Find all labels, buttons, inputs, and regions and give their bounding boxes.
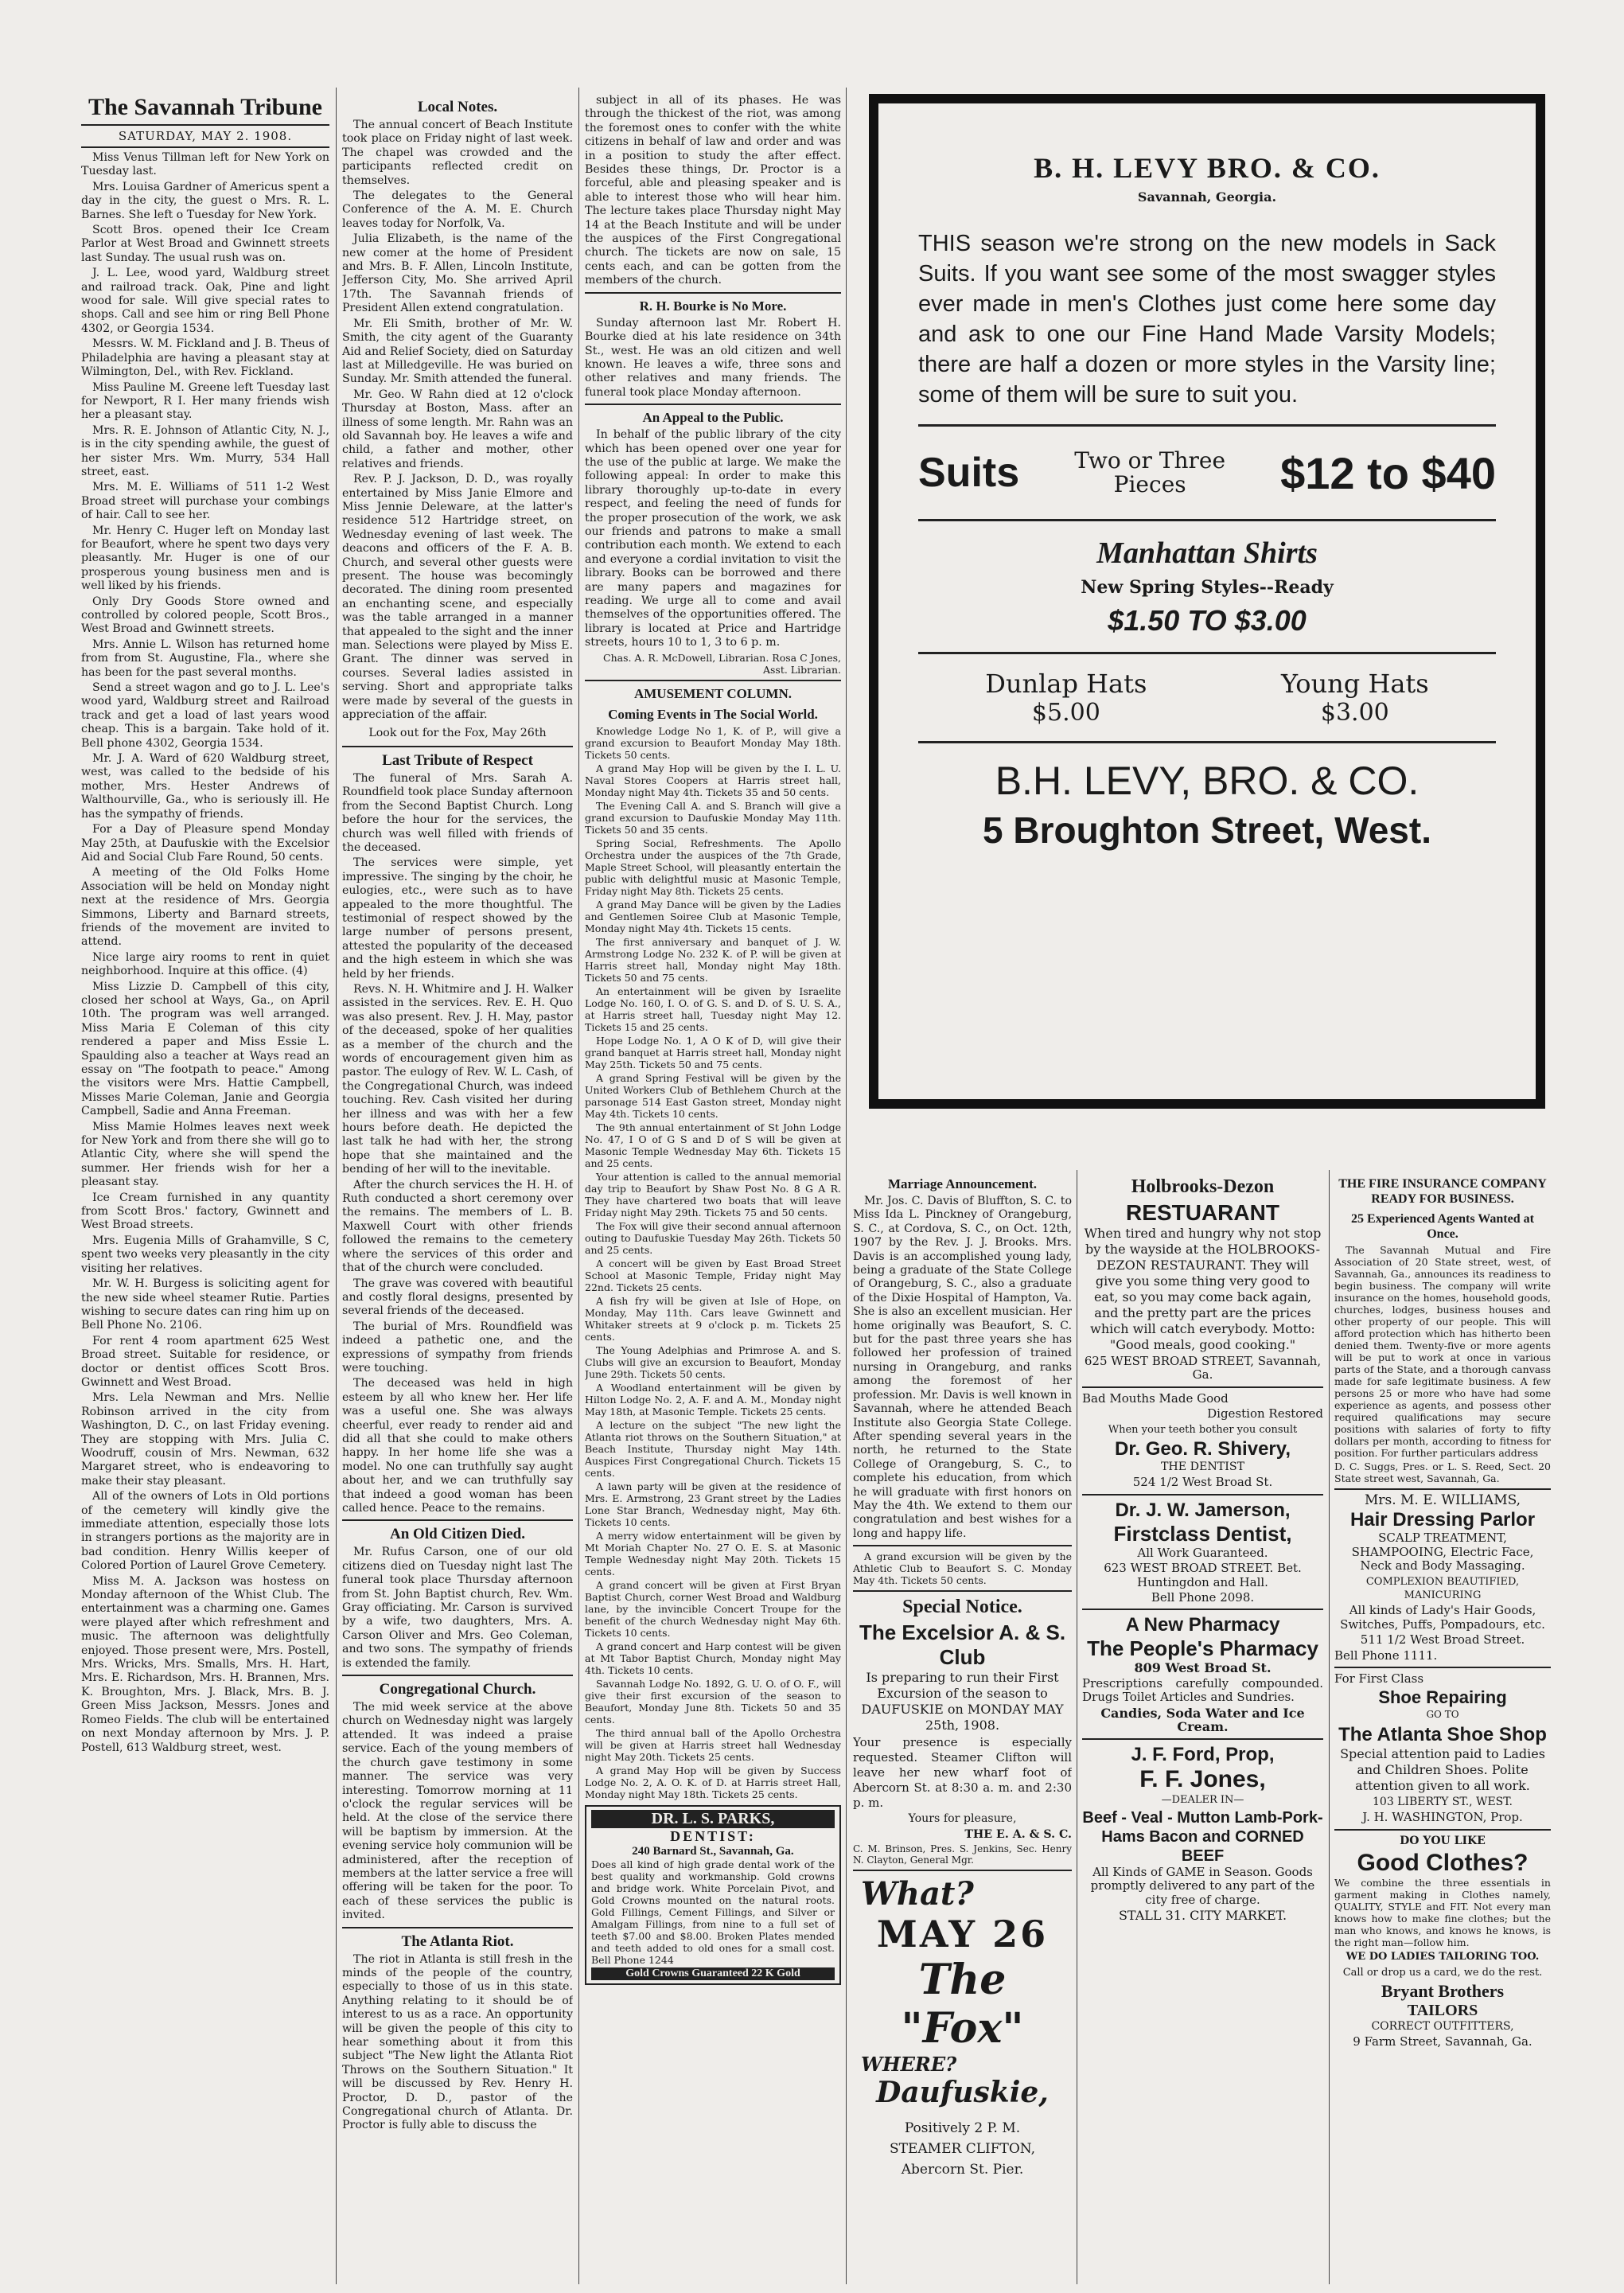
paragraph: The Evening Call A. and S. Branch will give a grand excursion to Daufuskie Monday May 11th. Tickets 50 and 35 cents. bbox=[585, 799, 841, 836]
paragraph: The third annual ball of the Apollo Orchestra will be given at Harris street hall Wednesday night May 20th. Tickets 25 cents. bbox=[585, 1726, 841, 1763]
good-clothes: Good Clothes? bbox=[1357, 1850, 1529, 1877]
levy-name: B. H. LEVY BRO. & CO. bbox=[1034, 152, 1381, 184]
may-26: MAY 26 bbox=[876, 1912, 1049, 1956]
paragraph: Mr. J. A. Ward of 620 Waldburg street, west, was called to the bedside of his mother, Mrs. Hester Andrews of Walthourville, Ga., who is seriously ill. He has the sympathy of friends. bbox=[81, 752, 329, 821]
paragraph: Mr. Eli Smith, brother of Mr. W. Smith, the city agent of the Guaranty Aid and Relief Society, died on Saturday last at Milledgeville. He was buried on Sunday. Mr. Smith attended the funeral. bbox=[342, 317, 573, 386]
events-heading: Coming Events in The Social World. bbox=[608, 706, 818, 722]
bryant-body: We combine the three essentials in garment making in Clothes namely, QUALITY, STYLE and FIT. Not every man knows how to make fine clothes; but the man who knows, and knows he knows, is the right man—follow him. bbox=[1334, 1877, 1551, 1949]
paragraph: The Fox will give their second annual afternoon outing to Daufuskie Tuesday May 26th. Tickets 50 and 25 cents. bbox=[585, 1219, 841, 1256]
column-rule bbox=[1329, 1170, 1330, 2284]
paragraph: A grand concert will be given at First Bryan Baptist Church, corner West Broad and Waldburg lane, by the invincible Concert Troupe for the benefit of the church Wednesday night May 6th. Tickets 10 cents. bbox=[585, 1578, 841, 1639]
fox-title: The "Fox" bbox=[901, 1955, 1024, 2053]
fire-signature: D. C. Suggs, Pres. or L. S. Reed, Sect. 20 State street west, Savannah, Ga. bbox=[1334, 1460, 1551, 1484]
excelsior-club: The Excelsior A. & S. Club bbox=[859, 1620, 1066, 1670]
citizen-article bbox=[342, 1546, 573, 1671]
complexion-line: COMPLEXION BEAUTIFIED, MANICURING bbox=[1365, 1575, 1520, 1602]
paragraph: The Young Adelphias and Primrose A. and S. Clubs will give an excursion to Beaufort, Monday June 29th. Tickets 50 cents. bbox=[585, 1343, 841, 1380]
column-7 bbox=[1334, 1172, 1551, 2286]
teeth-line: When your teeth bother you consult bbox=[1108, 1423, 1298, 1436]
paragraph: Messrs. W. M. Fickland and J. B. Theus of Philadelphia are having a pleasant stay at Wilmington, Del., with Rev. Fickland. bbox=[81, 337, 329, 379]
holbrooks-body: When tired and hungry why not stop by the wayside at the HOLBROOKS-DEZON RESTAURANT. They will give you some thing very good to eat, so you may come back again, and the pretty part are the prices which will catch everybody. Motto: "Good meals, good cooking." bbox=[1084, 1226, 1322, 1352]
parks-address: 240 Barnard St., Savannah, Ga. bbox=[632, 1844, 794, 1858]
yours-line: Yours for pleasure, bbox=[908, 1812, 1017, 1826]
paragraph: Mrs. Louisa Gardner of Americus spent a day in the city, the guest o Mrs. R. L. Barnes. She left o Tuesday for New York. bbox=[81, 180, 329, 221]
paragraph: Mr. W. H. Burgess is soliciting agent for the new side wheel steamer Rutie. Parties wishing to secure dates can ring him up on Bell Phone No. 2106. bbox=[81, 1277, 329, 1332]
events-list bbox=[585, 725, 841, 1800]
paragraph: Miss Pauline M. Greene left Tuesday last for Newport, R I. Her many friends wish her a pleasant stay. bbox=[81, 380, 329, 422]
shivery-title: THE DENTIST bbox=[1160, 1460, 1245, 1474]
pharmacy-address: 809 West Broad St. bbox=[1134, 1660, 1272, 1676]
congregational-heading: Congregational Church. bbox=[379, 1681, 536, 1698]
levy-pieces: Two or Three Pieces bbox=[1074, 447, 1226, 497]
paragraph: All of the owners of Lots in Old portions of the cemetery will kindly give the immediate attention, especially those lots in strangers portions as the majority are in bad condition. Henry Willis keeper of Colored Portion of Laurel Grove Cemetery. bbox=[81, 1490, 329, 1573]
hair-body: All kinds of Lady's Hair Goods, Switches, Puffs, Pompadours, etc. bbox=[1340, 1603, 1545, 1632]
levy-city: Savannah, Georgia. bbox=[1137, 189, 1277, 205]
jamerson-name: Dr. J. W. Jamerson, bbox=[1115, 1499, 1291, 1521]
parks-body: Does all kind of high grade dental work of the best quality and workmanship. Gold crowns and bridge work. White Porcelain Pivot, and Gold Crowns mounted on the natural roots. Gold Fillings, Cement Fillings, and Silver or Amalgam Fillings, from nine to a full set of teeth $7.00 and $8.00. Broken Plates mended and teeth added to old ones for a small cost. Bell Phone 1244 bbox=[591, 1858, 835, 1966]
divider bbox=[918, 652, 1496, 654]
paragraph: Miss M. A. Jackson was hostess on Monday afternoon of the Whist Club. The entertainment was a charming one. Games were played after which refreshment and music. The afternoon was delightfully enjoyed. Those present were, Mrs. Postell, Mrs. Wricks, Mrs. Smalls, Mrs. H. Hart, Mrs. E. Richardson, Mrs. H. Brannen, Mrs. K. Broughton, Mrs. J. Black, Mrs. B. J. Green Miss Jackson, Messrs. Jones and Romeo Fields. The club will be entertained on next Monday afternoon by Mrs. J. P. Postell, 613 Waldburg street, west. bbox=[81, 1574, 329, 1754]
paragraph: Mrs. Lela Newman and Mrs. Nellie Robinson arrived in the city from Washington, D. C., on last Friday evening. They are stopping with Mrs. Julia C. Woodruff, cousin of Mrs. Newman, 632 Margaret street, who is endeavoring to make their stay pleasant. bbox=[81, 1391, 329, 1488]
levy-body: THIS season we're strong on the new models in Sack Suits. If you want see some of the most swagger styles ever made in men's Clothes just come here some day and ask to one our Fine Hand Made Varsity Models; there are half a dozen or more styles in the Varsity line; some of them will be sure to suit you. bbox=[918, 231, 1496, 408]
divider bbox=[1082, 1386, 1323, 1388]
levy-dunlap-price: $5.00 bbox=[1031, 699, 1100, 727]
meats-list: Beef - Veal - Mutton Lamb-Pork-Hams Bacon and CORNED BEEF bbox=[1082, 1808, 1323, 1865]
divider bbox=[585, 292, 841, 294]
paragraph: J. L. Lee, wood yard, Waldburg street and railroad track. Oak, Pine and light wood for sale. Will give special rates to shops. Call and see him or ring Bell Phone 4302, or Georgia 1534. bbox=[81, 267, 329, 335]
local-notes bbox=[342, 119, 573, 722]
restaurant-heading: RESTUARANT bbox=[1126, 1200, 1279, 1225]
shoe-body: Special attention paid to Ladies and Children Shoes. Polite attention given to all work. bbox=[1340, 1745, 1545, 1793]
levy-dunlap: Dunlap Hats bbox=[985, 669, 1147, 699]
outfitters-line: CORRECT OUTFITTERS, bbox=[1371, 2019, 1514, 2033]
levy-price: $12 to $40 bbox=[1280, 447, 1496, 498]
divider bbox=[585, 404, 841, 405]
column-rule bbox=[336, 88, 337, 2284]
paragraph: For a Day of Pleasure spend Monday May 25th, at Daufuskie with the Excelsior Aid and Social Club Fare Round, 50 cents. bbox=[81, 823, 329, 864]
divider bbox=[853, 1545, 1072, 1546]
tribute-article bbox=[342, 772, 573, 1516]
paragraph: The delegates to the General Conference of the A. M. E. Church leaves today for Norfolk, Va. bbox=[342, 189, 573, 230]
bourke-article bbox=[585, 317, 841, 400]
paragraph: A grand May Hop will be given by Success Lodge No. 2, A. O. K. of D. at Harris street Hall, Monday night May 18th. Tickets 25 cents. bbox=[585, 1764, 841, 1800]
washington-proprietor: J. H. WASHINGTON, Prop. bbox=[1362, 1810, 1523, 1825]
digestion-restored: Digestion Restored bbox=[1207, 1406, 1323, 1421]
paragraph: Mr. Geo. W Rahn died at 12 o'clock Thursday at Boston, Mass. after an illness of some length. Mr. Rahn was an old Savannah boy. He leaves a wife and child, a father and mother, other relatives and friends. bbox=[342, 388, 573, 470]
column-1 bbox=[81, 94, 329, 2291]
hair-address: 511 1/2 West Broad Street. bbox=[1360, 1632, 1525, 1648]
levy-address: 5 Broughton Street, West. bbox=[983, 809, 1431, 851]
where-heading: WHERE? bbox=[861, 2052, 957, 2076]
marriage-heading: Marriage Announcement. bbox=[888, 1176, 1037, 1191]
divider bbox=[918, 519, 1496, 521]
tribute-heading: Last Tribute of Respect bbox=[382, 751, 533, 769]
levy-shirt-price: $1.50 TO $3.00 bbox=[1108, 604, 1307, 637]
hair-parlor: Hair Dressing Parlor bbox=[1349, 1509, 1536, 1531]
atlanta-shoe-shop: The Atlanta Shoe Shop bbox=[1338, 1723, 1547, 1745]
shivery-name: Dr. Geo. R. Shivery, bbox=[1115, 1438, 1291, 1460]
levy-young: Young Hats bbox=[1280, 669, 1429, 699]
paragraph: After the church services the H. H. of Ruth conducted a short ceremony over the remains. The members of L. B. Maxwell Court with other friends followed the remains to the cemetery where the services of this order and that of the church were concluded. bbox=[342, 1178, 573, 1275]
bryant-address: 9 Farm Street, Savannah, Ga. bbox=[1353, 2034, 1532, 2049]
masthead-date: SATURDAY, MAY 2. 1908. bbox=[81, 126, 329, 148]
paragraph: Mrs. Eugenia Mills of Grahamville, S C, spent two weeks very pleasantly in the city visiting her relatives. bbox=[81, 1234, 329, 1275]
paragraph: Send a street wagon and go to J. L. Lee's wood yard, Waldburg street and Railroad track and get a load of last years wood cheap. This is a bargain. Take hold of it. Bell phone 4302, Georgia 1534. bbox=[81, 681, 329, 750]
paragraph: The riot in Atlanta is still fresh in the minds of the people of the country, especially to those of us in this state. Anything relating to it should be of interest to us as a race. An opportunity will be given the people of this city to hear something about it from this subject "The New light the Atlanta Riot Throws on the Southern Situation." It will be discussed by Rev. Henry H. Proctor, D. D., pastor of the Congregational church of Atlanta. Dr. Proctor is fully able to discuss the bbox=[342, 1952, 573, 2132]
bad-mouths: Bad Mouths Made Good bbox=[1082, 1390, 1229, 1406]
column-6 bbox=[1082, 1172, 1323, 2286]
paragraph: A fish fry will be given at Isle of Hope, on Monday, May 11th. Cars leave Gwinnett and Whitaker streets at 9 o'clock p. m. Tickets 25 cents. bbox=[585, 1294, 841, 1343]
paragraph: Mrs. Annie L. Wilson has returned home from from St. Augustine, Fla., where she has been for the past several months. bbox=[81, 638, 329, 679]
paragraph: Savannah Lodge No. 1892, G. U. O. of O. F., will give their first excursion of the season to Beaufort, Monday June 8th. Tickets 50 and 35 cents. bbox=[585, 1677, 841, 1726]
firstclass-dentist: Firstclass Dentist, bbox=[1113, 1521, 1292, 1546]
divider bbox=[1082, 1738, 1323, 1740]
what-heading: What? bbox=[861, 1874, 974, 1913]
paragraph: Mrs. R. E. Johnson of Atlantic City, N. J., is in the city spending awhile, the guest of her sister Mrs. Wm. Murry, 534 Hall street, east. bbox=[81, 423, 329, 478]
paragraph: The services were simple, yet impressive. The singing by the choir, he eulogies, etc., were such as to have appealed to the more thoughtful. The testimonial of respect showed by the large number of persons present, attested the popularity of the deceased and the high esteem in which she was held by her friends. bbox=[342, 856, 573, 981]
paragraph: A Woodland entertainment will be given by Hilton Lodge No. 2, A. F. and A. M., Monday night May 18th, at Masonic Temple. Tickets 25 cents. bbox=[585, 1381, 841, 1418]
bryant-brothers: Bryant Brothers bbox=[1381, 1980, 1505, 2001]
paragraph: An entertainment will be given by Israelite Lodge No. 160, I. O. of G. S. and D. of S. U. S. A., at Harris street hall, Tuesday night May 12. Tickets 15 and 25 cents. bbox=[585, 985, 841, 1033]
paragraph: Mr. Henry C. Huger left on Monday last for Beaufort, where he spent two days very pleasantly. Mr. Huger is one of our prosperous young business men and is well liked by his friends. bbox=[81, 524, 329, 593]
parks-title: DENTIST: bbox=[670, 1827, 756, 1844]
paragraph: Ice Cream furnished in any quantity from Scott Bros.' factory, Gwinnett and West Broad streets. bbox=[81, 1191, 329, 1232]
divider bbox=[918, 424, 1496, 427]
column-rule bbox=[578, 88, 579, 2284]
paragraph: A lecture on the subject "The new light the Atlanta riot throws on the Southern Situation," at Beach Institute, Thursday night May 14th. Auspices First Congregational Church. Tickets 15 cents. bbox=[585, 1418, 841, 1479]
levy-advertisement bbox=[869, 94, 1545, 1109]
paragraph: The funeral of Mrs. Sarah A. Roundfield took place Sunday afternoon from the Second Baptist Church. Long before the hour for the services, the church was well filled with friends of the deceased. bbox=[342, 771, 573, 854]
riot-article bbox=[342, 1953, 573, 2133]
candies-line: Candies, Soda Water and Ice Cream. bbox=[1100, 1705, 1305, 1735]
paragraph: A grand concert and Harp contest will be given at Mt Tabor Baptist Church, Monday night May 4th. Tickets 10 cents. bbox=[585, 1640, 841, 1676]
paragraph: Your attention is called to the annual memorial day trip to Beaufort by Shaw Post No. 8 G A R. They have chartered two boats that will leave Friday night May 29th. Tickets 75 and 50 cents. bbox=[585, 1170, 841, 1219]
citizen-heading: An Old Citizen Died. bbox=[390, 1526, 525, 1543]
paragraph: Miss Venus Tillman left for New York on Tuesday last. bbox=[81, 151, 329, 178]
paragraph: The mid week service at the above church on Wednesday night was largely attended. It was indeed a praise service. Each of the young members of the church gave testimony in some manner. The service was very interesting. Tomorrow morning at 11 o'clock the regular services will be held. At the close of the service there will be baptism by immersion. At the evening service holy communion will be administered, after the reception of members at the latter service a free will offering will be taken for the poor. To each of these services the public is invited. bbox=[342, 1701, 573, 1922]
paragraph: Mr. Rufus Carson, one of our old citizens died on Tuesday night last The funeral took place Thursday afternoon from St. John Baptist church, Rev. Wm. Gray officiating. Mr. Carson is survived by a wife, two daughters, Mrs. A. Carson Oliver and Mrs. Geo Coleman, and two sons. The sympathy of friends is extended the family. bbox=[342, 1546, 573, 1670]
fire-body: The Savannah Mutual and Fire Association of 20 State street, west, of Savannah, Ga., announces its readiness to begin business. The company will write insurance on the homes, household goods, churches, lodges, business houses and other property of our people. This will afford protection which has hitherto been denied them. Twenty-five or more agents will be put to work at once in various parts of the State, and a thorough canvass made for safe legitimate business. A few persons 25 or more who have had some experience as agents, and possess other required qualifications may secure positions with salaries of forty to fifty dollars per month, according to fitness for position. For further particulars address bbox=[1334, 1244, 1551, 1459]
column-5 bbox=[853, 1172, 1072, 2286]
levy-styles: New Spring Styles--Ready bbox=[1081, 577, 1334, 598]
paragraph: A meeting of the Old Folks Home Association will be held on Monday night next at the residence of Mrs. Georgia Simmons, Liberty and Barnard streets, friends of the movement are invited to attend. bbox=[81, 866, 329, 949]
paragraph: Nice large airy rooms to rent in quiet neighborhood. Inquire at this office. (4) bbox=[81, 950, 329, 978]
divider bbox=[1082, 1609, 1323, 1610]
paragraph: subject in all of its phases. He was through the thickest of the riot, was among the foremost ones to confer with the white citizens in behalf of law and order and was in a position to study the after effect. Besides these things, Dr. Proctor is a forceful, able and pleasing speaker and is able to interest those who will hear him. The lecture takes place Thursday night May 14 at the Beach Institute and will be under the auspices of the First Congregational church. The tickets are now on sale, 15 cents each, and can be gotten from the members of the church. bbox=[585, 94, 841, 287]
shivery-address: 524 1/2 West Broad St. bbox=[1132, 1475, 1273, 1490]
column-2 bbox=[342, 94, 573, 2291]
first-class-line: For First Class bbox=[1334, 1671, 1424, 1687]
club-signature: THE E. A. & S. C. bbox=[964, 1827, 1072, 1841]
levy-suits: Suits bbox=[918, 450, 1020, 496]
column-3 bbox=[585, 94, 841, 2291]
game-line: All Kinds of GAME in Season. Goods promptly delivered to any part of the city free of charge. bbox=[1090, 1864, 1315, 1907]
paragraph: A lawn party will be given at the residence of Mrs. E. Armstrong, 23 Grant street by the Ladies Lone Star Branch, Wednesday night, May 6th. Tickets 10 cents. bbox=[585, 1480, 841, 1528]
stall-address: STALL 31. CITY MARKET. bbox=[1118, 1908, 1287, 1924]
agents-heading: 25 Experienced Agents Wanted at Once. bbox=[1351, 1212, 1534, 1241]
work-guaranteed: All Work Guaranteed. bbox=[1137, 1545, 1268, 1560]
bourke-heading: R. H. Bourke is No More. bbox=[639, 298, 787, 314]
riot-heading: The Atlanta Riot. bbox=[401, 1932, 514, 1950]
ford-proprietor: J. F. Ford, Prop, bbox=[1131, 1743, 1275, 1765]
club-body: Is preparing to run their First Excursion of the season to DAUFUSKIE on MONDAY MAY 25th, 1908. bbox=[861, 1670, 1064, 1733]
parks-ad bbox=[585, 1805, 841, 1985]
divider bbox=[342, 1519, 573, 1521]
divider bbox=[918, 741, 1496, 743]
paragraph: Miss Mamie Holmes leaves next week for New York and from there she will go to Atlantic City, where she will spend the summer. Her friends wish for her a pleasant stay. bbox=[81, 1120, 329, 1189]
amusement-heading: AMUSEMENT COLUMN. bbox=[633, 685, 793, 701]
local-items bbox=[81, 151, 329, 1755]
fox-notice: Look out for the Fox, May 26th bbox=[368, 727, 547, 740]
divider bbox=[585, 680, 841, 681]
tailors-line: TAILORS bbox=[1407, 2001, 1478, 2019]
paragraph: A grand May Dance will be given by the Ladies and Gentlemen Soiree Club at Masonic Temple, Monday night May 4th. Tickets 15 cents. bbox=[585, 898, 841, 934]
goto-line: GO TO bbox=[1426, 1709, 1459, 1721]
paragraph: The first anniversary and banquet of J. W. Armstrong Lodge No. 232 K. of P. will be given at Harris street hall, Monday night May 18th. Tickets 50 and 75 cents. bbox=[585, 935, 841, 984]
paragraph: Only Dry Goods Store owned and controlled by colored people, Scott Bros., West Broad and Gwinnett streets. bbox=[81, 595, 329, 636]
paragraph: The burial of Mrs. Roundfield was indeed a pathetic one, and the expressions of sympathy from friends were touching. bbox=[342, 1320, 573, 1375]
paragraph: Hope Lodge No. 1, A O K of D, will give their grand banquet at Harris street hall, Monday night May 25th. Tickets 50 and 75 cents. bbox=[585, 1034, 841, 1070]
divider bbox=[1334, 1488, 1551, 1490]
excursion-time: Positively 2 P. M. bbox=[904, 2119, 1021, 2136]
dealer-in: —DEALER IN— bbox=[1161, 1793, 1244, 1806]
paragraph: Mrs. M. E. Williams of 511 1-2 West Broad street will purchase your combings of hair. Call to see her. bbox=[81, 481, 329, 522]
ladies-tailoring: WE DO LADIES TAILORING TOO. bbox=[1346, 1951, 1540, 1963]
divider bbox=[342, 1927, 573, 1928]
paragraph: Revs. N. H. Whitmire and J. H. Walker assisted in the services. Rev. E. H. Quo was also present. Rev. J. H. May, pastor of the deceased, spoke of her qualities as a member of the church and the words of encouragement given him as pastor. The eulogy of Rev. W. L. Cash, of the Congregational Church, was indeed touching. Rev. Cash visited her during her illness and was with her a few hours before death. He depicted the last talk he had with her, the strong hope that she maintained and the bending of her will to the inevitable. bbox=[342, 982, 573, 1176]
shoe-address: 103 LIBERTY ST., WEST. bbox=[1373, 1795, 1513, 1808]
appeal-article bbox=[585, 428, 841, 650]
new-pharmacy: A New Pharmacy bbox=[1125, 1614, 1280, 1636]
shoe-repairing: Shoe Repairing bbox=[1378, 1687, 1507, 1708]
jamerson-phone: Bell Phone 2098. bbox=[1151, 1590, 1255, 1605]
appeal-heading: An Appeal to the Public. bbox=[642, 410, 784, 426]
williams-name: Mrs. M. E. WILLIAMS, bbox=[1364, 1492, 1521, 1508]
masthead-title: The Savannah Tribune bbox=[81, 94, 329, 126]
card-line: Call or drop us a card, we do the rest. bbox=[1342, 1966, 1543, 1979]
fire-heading: THE FIRE INSURANCE COMPANY READY FOR BUSINESS. bbox=[1338, 1177, 1547, 1206]
pier-location: Abercorn St. Pier. bbox=[901, 2161, 1024, 2178]
paragraph: The annual concert of Beach Institute took place on Friday night of last week. The chapel was crowded and the participants reflected credit on themselves. bbox=[342, 119, 573, 187]
congregational-article bbox=[342, 1701, 573, 1923]
paragraph: Miss Lizzie D. Campbell of this city, closed her school at Ways, Ga., on April 10th. The program was well arranged. Miss Maria E Coleman of this city rendered a paper and Miss Essie L. Spaulding also a teacher at Ways read an essay on "The footpath to peace." Among the visitors were Mrs. Hattie Campbell, Misses Marie Coleman, Janie and Georgia Campbell, Sadie and Anna Freeman. bbox=[81, 980, 329, 1118]
daufuskie: Daufuskie, bbox=[876, 2075, 1049, 2109]
parks-footer: Gold Crowns Guaranteed 22 K Gold bbox=[591, 1967, 835, 1980]
divider bbox=[1082, 1494, 1323, 1496]
divider bbox=[342, 746, 573, 747]
scalp-treatment: SCALP TREATMENT, SHAMPOOING, Electric Face, Neck and Body Massaging. bbox=[1351, 1531, 1534, 1574]
divider bbox=[1334, 1667, 1551, 1668]
steamer-name: STEAMER CLIFTON, bbox=[890, 2140, 1035, 2157]
jones-name: F. F. Jones, bbox=[1139, 1765, 1266, 1792]
special-notice-heading: Special Notice. bbox=[902, 1597, 1022, 1618]
divider bbox=[342, 1675, 573, 1676]
holbrooks-heading: Holbrooks-Dezon bbox=[1131, 1176, 1275, 1197]
paragraph: The deceased was held in high esteem by all who knew her. Her life was a useful one. She was always cheerful, ever ready to render aid and did all that she could to make others happy. In her home life she was a model. No one can truthfully say aught about her, and we can truthfully say that indeed a good woman has been called hence. Peace to the remains. bbox=[342, 1377, 573, 1515]
paragraph: Sunday afternoon last Mr. Robert H. Bourke died at his late residence on 34th St., west. He was an old citizen and well known. He leaves a wife, three sons and other relatives and many friends. The funeral took place Monday afternoon. bbox=[585, 316, 841, 399]
paragraph: Rev. P. J. Jackson, D. D., was royally entertained by Miss Janie Elmore and Miss Jennie Deleware, at the latter's residence 512 Hartridge street, on Wednesday evening of last week. The deacons and officers of the F. A. B. Church, and several other guests were present. The house was becomingly decorated. The dining room presented an enchanting scene, and especially was the table arranged in a manner that appealed to the sight and the inner man. Selections were played by Miss E. Grant. The dinner was served in courses. Several ladies assisted in serving. Short and appropriate talks were made by several of the guests in appreciation of the affair. bbox=[342, 473, 573, 722]
parks-name: DR. L. S. PARKS, bbox=[591, 1810, 835, 1828]
paragraph: A grand May Hop will be given by the I. L. U. Naval Stores Coopers at Harris street hall, Monday night May 4th. Tickets 35 and 50 cents. bbox=[585, 762, 841, 798]
paragraph: Spring Social, Refreshments. The Apollo Orchestra under the auspices of the 7th Grade, Maple Street School, will pleasantly entertain the public with delightful music at Masonic Temple, Friday night May 8th. Tickets 25 cents. bbox=[585, 836, 841, 897]
divider bbox=[853, 1590, 1072, 1592]
club-body-2: Your presence is especially requested. Steamer Clifton will leave her new wharf foot of Abercorn St. at 8:30 a. m. and 2:30 p. m. bbox=[853, 1735, 1072, 1811]
paragraph: A concert will be given by East Broad Street School at Masonic Temple, Friday night May 22nd. Tickets 25 cents. bbox=[585, 1257, 841, 1293]
local-notes-heading: Local Notes. bbox=[417, 99, 498, 115]
hair-phone: Bell Phone 1111. bbox=[1334, 1648, 1438, 1663]
paragraph: For rent 4 room apartment 625 West Broad street. Suitable for residence, or doctor or dentist offices Scott Bros. Gwinnett and West Broad. bbox=[81, 1334, 329, 1389]
pharmacy-body: Prescriptions carefully compounded. Drugs Toilet Articles and Sundries. bbox=[1082, 1675, 1323, 1705]
appeal-signature: Chas. A. R. McDowell, Librarian. Rosa C Jones, Asst. Librarian. bbox=[603, 651, 841, 676]
column-rule bbox=[846, 88, 847, 2284]
paragraph: A grand Spring Festival will be given by the United Workers Club of Bethlehem Church at the parsonage 514 East Gaston street, Monday night May 4th. Tickets 10 cents. bbox=[585, 1071, 841, 1120]
paragraph: Knowledge Lodge No 1, K. of P., will give a grand excursion to Beaufort Monday May 18th. Tickets 50 cents. bbox=[585, 724, 841, 761]
paragraph: The 9th annual entertainment of St John Lodge No. 47, I O of G S and D of S will be given at Masonic Temple Wednesday May 6th. Tickets 15 and 25 cents. bbox=[585, 1121, 841, 1169]
peoples-pharmacy: The People's Pharmacy bbox=[1087, 1636, 1318, 1661]
marriage-article: Mr. Jos. C. Davis of Bluffton, S. C. to Miss Ida L. Pinckney of Orangeburg, S. C., at Cordova, S. C., on Oct. 12th, 1907 by the Rev. J. J. Brooks. Mrs. Davis is an accomplished young lady, being a graduate of the State College of Orangeburg, S. C., also a graduate of the Dixie Hospital of Hampton, Va. She is also an excellent musician. Her home originally was Beaufort, S. C. but for the past three years she has followed her profession of trained nursing in Orangeburg, and ranks among the foremost of her profession. Mr. Davis is well known in Savannah, where he attended Beach Institute also Georgia State College. After spending several years in the north, he returned to the State College of Orangeburg, S. C., to complete his education, from which he will graduate with first honors on May the 4th. We extend to them our congratulation and best wishes for a long and happy life. bbox=[853, 1195, 1072, 1540]
paragraph: The grave was covered with beautiful and costly floral designs, presented by several friends of the deceased. bbox=[342, 1277, 573, 1318]
holbrooks-address: 625 WEST BROAD STREET, Savannah, Ga. bbox=[1084, 1354, 1322, 1382]
jamerson-address: 623 WEST BROAD STREET. Bet. Huntingdon and Hall. bbox=[1104, 1561, 1302, 1589]
paragraph: In behalf of the public library of the city which has been opened over one year for the use of the public at large. We make the following appeal: In order to make this library thoroughly up-to-date in every respect, and feeling the need of funds for the proper prosecution of the work, we ask our friends and patrons to make a small contribution each month. We extend to each and everyone a cordial invitation to visit the library. Books can be borrowed and there are many papers and magazines for reading. We urge all to come and avail themselves of the opportunities offered. The library is located at Price and Hartridge streets, hours 10 to 1, 3 to 6 p. m. bbox=[585, 428, 841, 649]
athletic-excursion: A grand excursion will be given by the Athletic Club to Beaufort S. C. Monday May 4th. Tickets 50 cents. bbox=[853, 1550, 1072, 1587]
riot-article-continued bbox=[585, 94, 841, 288]
levy-young-price: $3.00 bbox=[1320, 699, 1389, 727]
divider bbox=[853, 1870, 1072, 1871]
paragraph: A merry widow entertainment will be given by Mt Moriah Chapter No. 27 O. E. S. at Masonic Temple Wednesday night May 20th. Tickets 15 cents. bbox=[585, 1529, 841, 1577]
paragraph: Julia Elizabeth, is the name of the new comer at the home of President and Mrs. B. F. Allen, Lincoln Institute, Jefferson City, Mo. She arrived April 17th. The Savannah friends of President Allen extend congratulation. bbox=[342, 232, 573, 315]
club-officers: C. M. Brinson, Pres. S. Jenkins, Sec. Henry N. Clayton, General Mgr. bbox=[853, 1843, 1072, 1866]
divider bbox=[1334, 1829, 1551, 1831]
do-you-like: DO YOU LIKE bbox=[1400, 1834, 1486, 1847]
levy-shirts: Manhattan Shirts bbox=[1096, 536, 1318, 570]
levy-name-2: B.H. LEVY, BRO. & CO. bbox=[995, 758, 1420, 803]
paragraph: Scott Bros. opened their Ice Cream Parlor at West Broad and Gwinnett streets last Sunday. The usual rush was on. bbox=[81, 224, 329, 264]
